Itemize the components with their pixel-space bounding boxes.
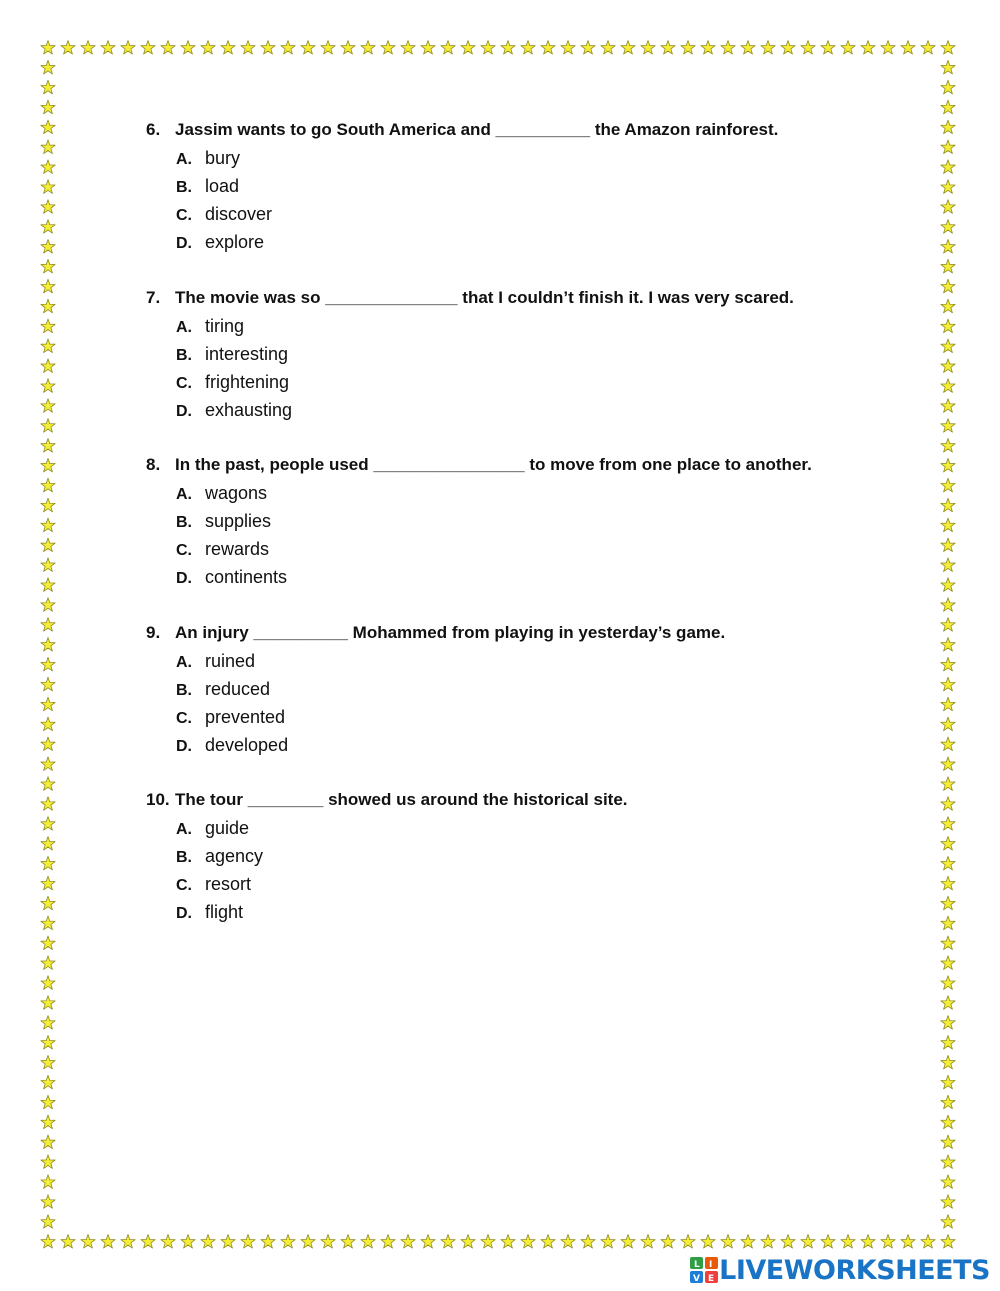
option-text: rewards [205,539,270,559]
answer-option-c[interactable] [146,870,946,898]
answer-option-a[interactable] [146,144,946,172]
border-star [141,41,155,55]
option-letter: A. [176,151,192,168]
border-star [361,41,375,55]
border-star [641,1235,655,1249]
answer-option-d[interactable] [146,731,946,759]
answer-option-b[interactable] [146,842,946,870]
border-star [201,41,215,55]
border-star [41,200,55,214]
border-star [41,638,55,652]
border-star [41,1055,55,1069]
border-star [81,1235,95,1249]
border-star [41,618,55,632]
option-letter: B. [176,514,192,531]
border-star [861,41,875,55]
border-star [941,1195,955,1209]
border-star [761,1235,775,1249]
border-star [641,41,655,55]
border-star [41,319,55,333]
border-star [481,41,495,55]
border-star [941,1075,955,1089]
option-text: reduced [205,679,271,699]
border-star [601,1235,615,1249]
border-star [41,1195,55,1209]
border-star [901,1235,915,1249]
option-letter: C. [176,375,192,392]
border-star [41,60,55,74]
border-star [801,1235,815,1249]
border-star [621,1235,635,1249]
answer-option-a[interactable] [146,647,946,675]
question-6 [146,116,946,256]
option-letter: A. [176,821,192,838]
border-star [601,41,615,55]
border-star [41,717,55,731]
border-star [581,41,595,55]
border-star [681,41,695,55]
border-star [41,697,55,711]
border-star [521,1235,535,1249]
border-star [861,1235,875,1249]
border-star [941,1016,955,1030]
answer-option-c[interactable] [146,368,946,396]
border-star [41,677,55,691]
option-text: frightening [205,372,290,392]
border-star [41,996,55,1010]
answer-option-c[interactable] [146,703,946,731]
border-star [41,180,55,194]
border-star [901,41,915,55]
border-star [941,936,955,950]
border-star [941,41,955,55]
border-star [941,60,955,74]
question-stem [146,284,946,312]
answer-option-d[interactable] [146,228,946,256]
answer-option-b[interactable] [146,172,946,200]
question-number: 10. [146,790,170,809]
border-star [41,498,55,512]
question-text: The tour ________ showed us around the historical site. [175,790,628,809]
option-letter: B. [176,179,192,196]
answer-option-b[interactable] [146,340,946,368]
border-star [941,259,955,273]
border-star [41,379,55,393]
option-text: discover [205,204,273,224]
border-star [121,1235,135,1249]
svg-text:V: V [693,1274,701,1284]
question-8 [146,451,946,591]
border-star [41,817,55,831]
border-star [441,41,455,55]
liveworksheets-watermark [689,1253,990,1287]
border-star [41,100,55,114]
answer-option-d[interactable] [146,563,946,591]
border-star [501,41,515,55]
border-star [41,1215,55,1229]
option-letter: D. [176,905,192,922]
border-star [661,1235,675,1249]
border-star [461,1235,475,1249]
border-star [81,41,95,55]
border-star [41,140,55,154]
border-star [821,1235,835,1249]
border-star [521,41,535,55]
border-star [721,1235,735,1249]
answer-option-a[interactable] [146,814,946,842]
border-star [341,41,355,55]
border-star [41,41,55,55]
option-letter: A. [176,654,192,671]
border-star [41,558,55,572]
border-star [801,41,815,55]
border-star [181,41,195,55]
border-star [61,41,75,55]
border-star [41,478,55,492]
option-text: bury [205,148,241,168]
answer-option-d[interactable] [146,898,946,926]
border-star [41,916,55,930]
border-star [241,1235,255,1249]
option-letter: B. [176,347,192,364]
border-star [461,41,475,55]
border-star [941,1175,955,1189]
border-star [41,458,55,472]
border-star [921,41,935,55]
border-star [41,837,55,851]
border-star [321,41,335,55]
border-star [321,1235,335,1249]
border-star [41,956,55,970]
answer-option-a[interactable] [146,312,946,340]
border-star [41,598,55,612]
border-star [41,896,55,910]
border-star [341,1235,355,1249]
border-star [941,80,955,94]
border-star [41,359,55,373]
border-star [41,1115,55,1129]
option-letter: A. [176,319,192,336]
border-star [41,578,55,592]
border-star [41,1155,55,1169]
question-stem [146,451,946,479]
border-star [41,160,55,174]
answer-option-d[interactable] [146,396,946,424]
border-star [841,41,855,55]
question-text: An injury __________ Mohammed from playing in yesterday’s game. [175,623,726,642]
border-star [41,399,55,413]
border-star [941,1155,955,1169]
border-star [581,1235,595,1249]
question-9 [146,619,946,759]
border-star [941,100,955,114]
option-text: developed [205,735,289,755]
border-star [941,976,955,990]
border-star [41,976,55,990]
border-star [41,518,55,532]
question-text: Jassim wants to go South America and __________ the Amazon rainforest. [175,120,779,139]
question-text: In the past, people used ________________ to move from one place to another. [175,455,812,474]
border-star [941,1115,955,1129]
border-star [41,419,55,433]
border-star [41,1175,55,1189]
border-star [41,538,55,552]
border-star [41,797,55,811]
border-star [41,737,55,751]
question-number: 7. [146,288,161,307]
option-letter: C. [176,542,192,559]
border-star [301,1235,315,1249]
border-star [401,1235,415,1249]
border-star [781,1235,795,1249]
border-star [501,1235,515,1249]
border-star [41,657,55,671]
border-star [941,1215,955,1229]
border-star [41,339,55,353]
border-star [841,1235,855,1249]
option-text: explore [205,232,265,252]
option-text: ruined [205,651,256,671]
border-star [701,1235,715,1249]
border-star [61,1235,75,1249]
border-star [541,1235,555,1249]
question-number: 8. [146,455,161,474]
border-star [41,936,55,950]
answer-option-b[interactable] [146,507,946,535]
option-text: interesting [205,344,289,364]
option-text: supplies [205,511,272,531]
border-star [561,41,575,55]
answer-option-b[interactable] [146,675,946,703]
border-star [41,1095,55,1109]
border-star [561,1235,575,1249]
option-letter: D. [176,403,192,420]
option-letter: B. [176,849,192,866]
border-star [941,1055,955,1069]
question-stem [146,116,946,144]
border-star [361,1235,375,1249]
answer-option-c[interactable] [146,535,946,563]
question-text: The movie was so ______________ that I couldn’t finish it. I was very scared. [175,288,794,307]
answer-option-c[interactable] [146,200,946,228]
border-star [41,259,55,273]
border-star [161,41,175,55]
option-letter: C. [176,877,192,894]
border-star [41,1016,55,1030]
question-number: 6. [146,120,161,139]
border-star [41,80,55,94]
option-text: continents [205,567,288,587]
question-10 [146,786,946,926]
border-star [41,1075,55,1089]
svg-text:L: L [694,1260,700,1270]
border-star [41,876,55,890]
option-text: wagons [205,483,268,503]
border-star [421,1235,435,1249]
option-letter: D. [176,235,192,252]
border-star [41,856,55,870]
border-star [881,1235,895,1249]
border-star [481,1235,495,1249]
border-star [281,1235,295,1249]
border-star [881,41,895,55]
watermark-text: LIVEWORKSHEETS [719,1254,990,1286]
border-star [41,220,55,234]
border-star [281,41,295,55]
border-star [381,1235,395,1249]
option-letter: B. [176,682,192,699]
option-letter: C. [176,207,192,224]
border-star [41,299,55,313]
option-text: agency [205,846,264,866]
border-star [941,956,955,970]
border-star [381,41,395,55]
border-star [941,1036,955,1050]
border-star [201,1235,215,1249]
question-stem [146,619,946,647]
border-star [41,279,55,293]
answer-option-a[interactable] [146,479,946,507]
border-star [421,41,435,55]
border-star [941,996,955,1010]
border-star [161,1235,175,1249]
border-star [701,41,715,55]
border-star [41,120,55,134]
option-text: flight [205,902,244,922]
border-star [261,41,275,55]
border-star [221,41,235,55]
border-star [221,1235,235,1249]
border-star [541,41,555,55]
svg-text:E: E [708,1274,715,1284]
border-star [121,41,135,55]
border-star [41,1235,55,1249]
border-star [41,1135,55,1149]
border-star [941,598,955,612]
border-star [761,41,775,55]
border-star [921,1235,935,1249]
option-letter: C. [176,710,192,727]
question-number: 9. [146,623,161,642]
option-text: load [205,176,240,196]
border-star [141,1235,155,1249]
border-star [41,777,55,791]
option-letter: D. [176,570,192,587]
border-star [41,240,55,254]
question-7 [146,284,946,424]
border-star [261,1235,275,1249]
border-star [721,41,735,55]
option-text: guide [205,818,250,838]
option-letter: A. [176,486,192,503]
border-star [741,1235,755,1249]
option-text: tiring [205,316,245,336]
border-star [621,41,635,55]
border-star [441,1235,455,1249]
border-star [101,1235,115,1249]
border-star [41,757,55,771]
border-star [741,41,755,55]
border-star [181,1235,195,1249]
border-star [241,41,255,55]
border-star [41,439,55,453]
border-star [661,41,675,55]
border-star [941,1235,955,1249]
border-star [41,1036,55,1050]
border-star [101,41,115,55]
border-star [681,1235,695,1249]
border-star [301,41,315,55]
liveworksheets-logo-icon [689,1255,719,1285]
question-stem [146,786,946,814]
border-star [821,41,835,55]
option-text: exhausting [205,400,293,420]
option-letter: D. [176,738,192,755]
border-star [941,1095,955,1109]
svg-text:I: I [709,1260,713,1270]
border-star [401,41,415,55]
border-star [781,41,795,55]
option-text: prevented [205,707,286,727]
option-text: resort [205,874,252,894]
border-star [941,1135,955,1149]
